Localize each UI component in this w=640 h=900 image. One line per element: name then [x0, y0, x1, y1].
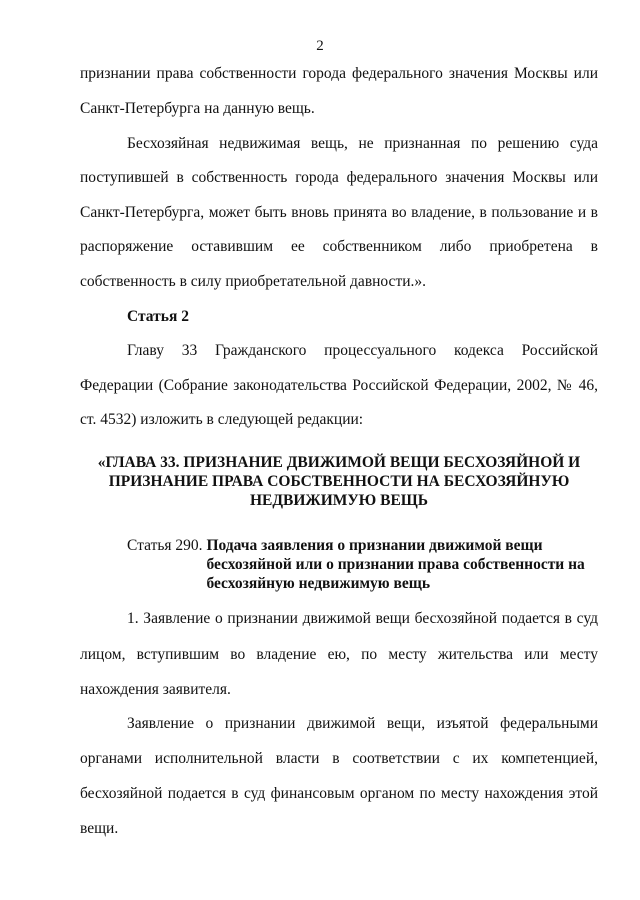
text-line: органами исполнительной власти в соответствии с их компетенцией, — [80, 750, 598, 767]
text-line: поступившей в собственность города федерального значения Москвы или — [80, 169, 598, 186]
text-line: Федерации (Собрание законодательства Российской Федерации, 2002, № 46, — [80, 377, 598, 394]
text-line: собственность в силу приобретательной давности.». — [80, 273, 427, 290]
text-line: бесхозяйной подается в суд финансовым органом по месту нахождения этой — [80, 785, 598, 802]
text-line: нахождения заявителя. — [80, 681, 231, 698]
chapter-heading — [80, 453, 598, 510]
text-line: Бесхозяйная недвижимая вещь, не признанная по решению суда — [127, 135, 598, 152]
text-line: Санкт-Петербурга, может быть вновь принята во владение, в пользование и в — [80, 204, 598, 221]
article-290-title — [206, 536, 584, 593]
article-290-title-line: Подача заявления о признании движимой вещи — [206, 537, 543, 554]
article-290-heading — [127, 536, 585, 593]
text-line: вещи. — [80, 820, 119, 837]
article-290-title-line: бесхозяйной или о признании права собственности на — [206, 556, 585, 573]
article-290-title-line: бесхозяйную недвижимую вещь — [206, 575, 431, 592]
text-line: 1. Заявление о признании движимой вещи бесхозяйной подается в суд — [127, 610, 598, 627]
chapter-heading-line: «ГЛАВА 33. ПРИЗНАНИЕ ДВИЖИМОЙ ВЕЩИ БЕСХОЗЯЙНОЙ И — [97, 454, 581, 471]
article-290-number: Статья 290. — [127, 537, 203, 554]
page-number: 2 — [316, 38, 324, 54]
chapter-heading-line: НЕДВИЖИМУЮ ВЕЩЬ — [249, 492, 429, 509]
text-line: ст. 4532) изложить в следующей редакции: — [80, 411, 364, 428]
text-line: Заявление о признании движимой вещи, изъятой федеральными — [127, 715, 598, 732]
text-line: Главу 33 Гражданского процессуального кодекса Российской — [127, 342, 598, 359]
chapter-heading-line: ПРИЗНАНИЕ ПРАВА СОБСТВЕННОСТИ НА БЕСХОЗЯЙНУЮ — [108, 473, 570, 490]
text-line: признании права собственности города федерального значения Москвы или — [80, 65, 598, 82]
article-2-heading: Статья 2 — [127, 308, 189, 325]
text-line: распоряжение оставившим ее собственником либо приобретена в — [80, 238, 598, 255]
text-line: лицом, вступившим во владение ею, по месту жительства или месту — [80, 646, 598, 663]
text-line: Санкт-Петербурга на данную вещь. — [80, 100, 315, 117]
